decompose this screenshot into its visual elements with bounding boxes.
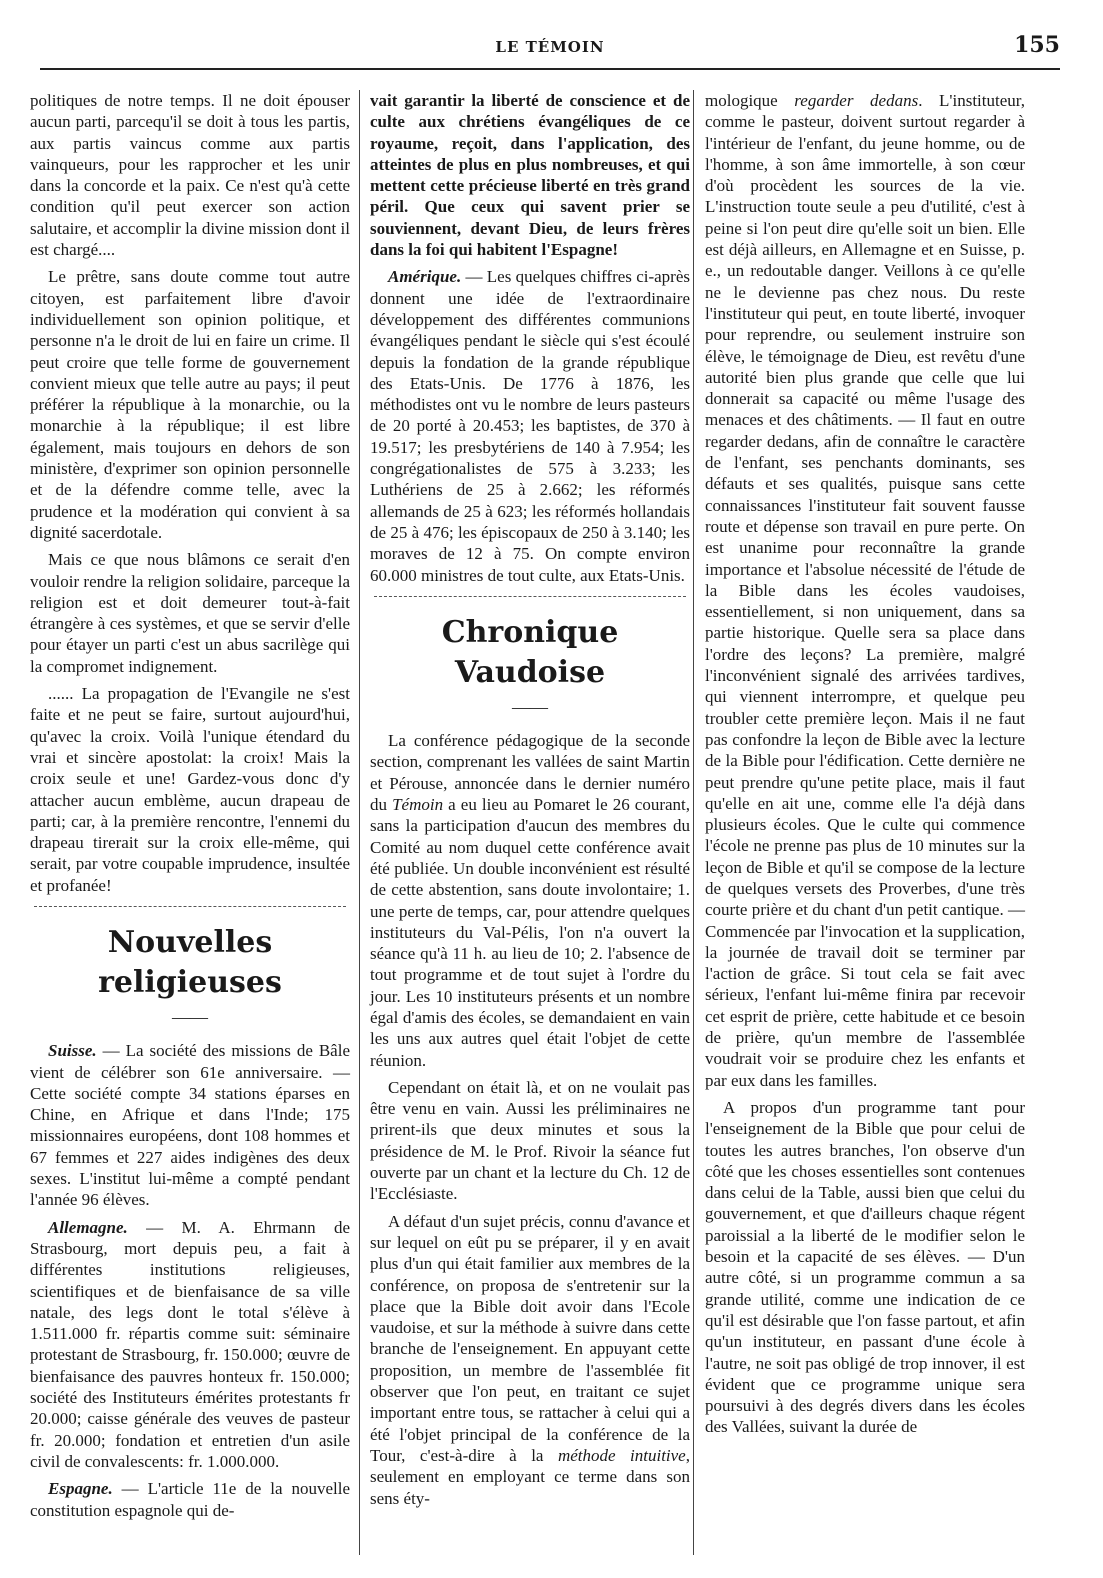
news-item-allemagne <box>30 1217 350 1473</box>
place-label: Allemagne. <box>48 1217 128 1237</box>
header-rule <box>40 68 1060 70</box>
section-heading-chronique: Chronique Vaudoise <box>441 614 619 690</box>
news-text: — La société des missions de Bâle vient de célébrer son 61e anniversaire. — Cette société compte 34 stations éparses en Chine, en Afrique et dans l'Inde; 175 missionnaires européens, dont 108 hommes et 67 femmes et 227 aides indigènes des deux sexes. L'institut lui-même a compté pendant l'année 96 élèves. <box>30 1041 350 1210</box>
paragraph: Mais ce que nous blâmons ce serait d'en vouloir rendre la religion solidaire, parceque la religion est et doit demeurer tout-à-fait étrangère à ces systèmes, et que se servir d'elle pour étayer un parti c'est un abus sacrilège qui la compromet indignement. <box>30 550 350 676</box>
paragraph: politiques de notre temps. Il ne doit épouser aucun parti, parcequ'il se doit à tous les partis, aux partis vaincus comme aux partis vainqueurs, pour les rapprocher et les unir dans la concorde et la paix. Ce n'est qu'à cette condition qu'il peut exercer son action salutaire, et accomplir la divine mission dont il est chargé.... <box>30 91 350 260</box>
news-text: — M. A. Ehrmann de Strasbourg, mort depuis peu, a fait à différentes institutions religieuses, scientifiques et de bienfaisance de sa ville natale, des legs dont le total s'élève à 1.511.000 fr. répartis comme suit: séminaire protestant de Strasbourg, fr. 150.000; œuvre de bienfaisance des pauvres honteux fr. 150.000; société des Instituteurs émérites protestants fr 20.000; caisse générale des veuves de pasteur fr. 20.000; fondation et entretien d'un asile civil de convalescents: fr. 1.000.000. <box>30 1217 350 1471</box>
news-item-espagne <box>30 1478 350 1521</box>
place-label: Suisse. <box>48 1041 97 1061</box>
place-label: Espagne. <box>48 1479 113 1499</box>
paragraph <box>370 730 690 1071</box>
emphasis: regarder dedans <box>794 91 919 110</box>
page-number: 155 <box>1014 32 1060 58</box>
column-3 <box>705 90 1025 1444</box>
place-label: Amérique. <box>388 267 462 287</box>
paragraph: ...... La propagation de l'Evangile ne s'est faite et ne peut se faire, surtout aujourd'hui, qu'avec la croix. Voilà l'unique étendard du vrai et sincère apostolat: la croix! Mais la croix seule et une! Gardez-vous donc d'y attacher aucun emblème, aucun drapeau de parti; car, à la première rencontre, l'ennemi du drapeau tirerait sur la croix elle-même, qui serait, par votre coupable imprudence, insultée et profanée! <box>30 684 350 895</box>
text-run: , seulement en employant ce terme dans son sens éty- <box>370 1445 690 1508</box>
paragraph: vait garantir la liberté de conscience et de culte aux chrétiens évangéliques de ce royaume, reçoit, dans l'application, des atteintes de plus en plus nombreuses, et qui mettent cette précieuse liberté en très grand péril. Que ceux qui savent prier se souviennent, devant Dieu, de leurs frères dans la foi qui habitent l'Espagne! <box>370 91 690 260</box>
text-run: mologique <box>705 91 795 110</box>
heading-dash: —— <box>512 696 548 717</box>
news-text: — Les quelques chiffres ci-après donnent une idée de l'extraordinaire développement des différentes communions évangéliques pendant le siècle qui s'est écoulé depuis la fondation de la grande république des Etats-Unis. De 1776 à 1876, les méthodistes ont vu le nombre de leurs pasteurs de 20 porté à 20.453; les baptistes, de 370 à 19.517; les presbytériens de 140 à 7.954; les congrégationalistes de 575 à 3.233; les Luthériens de 25 à 2.662; les réformés allemands de 25 à 623; les réformés hollandais de 25 à 476; les épiscopaux de 250 à 3.140; les moraves de 12 à 75. On compte environ 60.000 ministres de tout culte, aux Etats-Unis. <box>370 267 690 585</box>
text-run: La conférence pédagogique de la seconde section, comprenant les vallées de saint Martin et Pérouse, annoncée dans le dernier numéro du <box>370 731 690 815</box>
paragraph <box>370 1211 690 1509</box>
section-separator <box>374 596 686 597</box>
section-separator <box>34 906 346 907</box>
news-item-suisse <box>30 1040 350 1210</box>
running-title: LE TÉMOIN <box>495 38 605 56</box>
paragraph: A propos d'un programme tant pour l'enseignement de la Bible que pour celui de toutes les autres branches, l'on observe d'un côté que les choses essentielles sont contenues dans celui de la Table, aussi bien que celui du gouvernement, et que d'ailleurs chaque régent paroissial a la liberté de le modifier selon le besoin et la capacité de ses élèves. — D'un autre côté, si un programme commun a sa grande utilité, comme une indication de ce qu'il est désirable que l'on fasse partout, et afin qu'un instituteur, en passant d'une école à l'autre, ne soit pas obligé de trop innover, il est évident que ce programme unique sera poursuivi à des degrés divers dans les écoles des Vallées, suivant la durée de <box>705 1097 1025 1437</box>
column-divider-1 <box>359 90 360 1555</box>
section-heading-nouvelles: Nouvelles religieuses <box>98 924 282 1000</box>
column-1 <box>30 90 350 1527</box>
text-run: a eu lieu au Pomaret le 26 courant, sans la participation d'aucun des membres du Comité au nom duquel cette conférence avait été publiée. Un double inconvénient est résulté de cette abstention, sans doute involontaire; 1. une perte de temps, car, pour attendre quelques instituteurs du Val-Pélis, l'on n'a ouvert la séance qu'à 11 h. au lieu de 10; 2. l'absence de tout programme et de tout sujet à l'ordre du jour. Les 10 instituteurs présents et un nombre égal d'amis des écoles, se demandaient en vain les uns aux autres quel était l'objet de cette réunion. <box>370 795 691 1070</box>
paragraph <box>705 90 1025 1091</box>
text-run: . L'instituteur, comme le pasteur, doivent surtout regarder à l'intérieur de l'enfant, du jeune homme, ou de l'homme, à son âme immortelle, à son cœur d'où procèdent les sources de la vie. L'instruction toute seule a peu d'utilité, c'est à peine si l'on peut dire qu'elle soit un bien. Elle est déjà ailleurs, en Allemagne et en Suisse, p. e., un redoutable danger. Veillons à ce qu'elle ne le devienne pas chez nous. Du reste l'instituteur qui peut, en toute liberté, invoquer pour reprendre, ou seulement instruire son élève, le témoignage de Dieu, est revêtu d'une autorité bien plus grande que celle que lui donnerait sa capacité ou même l'usage des menaces et des châtiments. — Il faut en outre regarder dedans, afin de connaître le caractère de l'enfant, ses penchants dominants, ses défauts et ses qualités, puisque sans cette connaissances l'instituteur fait souvent fausse route et dépense son travail en pure perte. On est unanime pour reconnaître la grande importance et l'absolue nécessité de l'étude de la Bible dans les écoles vaudoises, essentiellement, si non uniquement, dans sa partie historique. Quelle sera sa place dans l'ordre des leçons? La première, malgré l'inconvénient signalé des arrivées tardives, qui viennent interrompre, et quelque peu troubler cette première leçon. Mais il ne faut pas confondre la leçon de Bible avec la lecture de la Bible pour l'édification. Cette dernière ne peut prendre qu'une petite place, mais il faut qu'elle en ait une, comme elle l'a déjà dans plusieurs écoles. Que le culte qui commence l'école ne prenne pas plus de 10 minutes sur la leçon de Bible et qu'il se compose de la lecture de quelques versets des Proverbes, d'une très courte prière et du chant d'un petit cantique. — Commencée par l'invocation et la supplication, la journée de travail doit se terminer par l'action de grâce. Si tout cela se fait avec sérieux, l'enfant lui-même finira par recevoir cet esprit de prière, cette habitude et ce besoin de prière, qu'un membre de l'assemblée voudrait voir se produire chez les enfants et par eux dans les familles. <box>705 91 1025 1090</box>
column-divider-2 <box>693 90 694 1555</box>
emphasis: méthode intuitive <box>557 1445 686 1465</box>
journal-title: Témoin <box>392 795 444 815</box>
news-item-amerique <box>370 266 690 585</box>
paragraph: Le prêtre, sans doute comme tout autre citoyen, est parfaitement libre d'avoir individuellement son opinion politique, et personne n'a le droit de lui en faire un crime. Il peut croire que telle forme de gouvernement convient mieux que telle autre au pays; il peut préférer la république à la monarchie, ou la monarchie à la république; il est libre également, mais toujours en dehors de son ministère, d'exprimer son opinion personnelle et de la défendre comme telle, avec la prudence et la modération qui convient à sa dignité sacerdotale. <box>30 267 350 542</box>
heading-dash: —— <box>172 1006 208 1027</box>
page-header <box>40 30 1060 70</box>
column-2 <box>370 90 690 1515</box>
news-text: — L'article 11e de la nouvelle constitution espagnole qui de- <box>30 1479 350 1520</box>
paragraph: Cependant on était là, et on ne voulait pas être venu en vain. Aussi les préliminaires ne prirent-ils que deux minutes et sous la présidence de M. le Prof. Rivoir la séance fut ouverte par un chant et la lecture du Ch. 12 de l'Ecclésiaste. <box>370 1077 690 1204</box>
text-run: A défaut d'un sujet précis, connu d'avance et sur lequel on eût pu se préparer, il y en avait plus d'un qui était familier aux membres de la conférence, on proposa de s'entretenir sur la place que la Bible doit avoir dans l'Ecole vaudoise, et sur la méthode à suivre dans cette branche de l'enseignement. En appuyant cette proposition, un membre de l'assemblée fit observer que l'on peut, en traitant ce sujet important entre tous, se rattacher à celui qui a été l'objet principal de la conférence de la Tour, c'est-à-dire à la <box>370 1211 690 1465</box>
